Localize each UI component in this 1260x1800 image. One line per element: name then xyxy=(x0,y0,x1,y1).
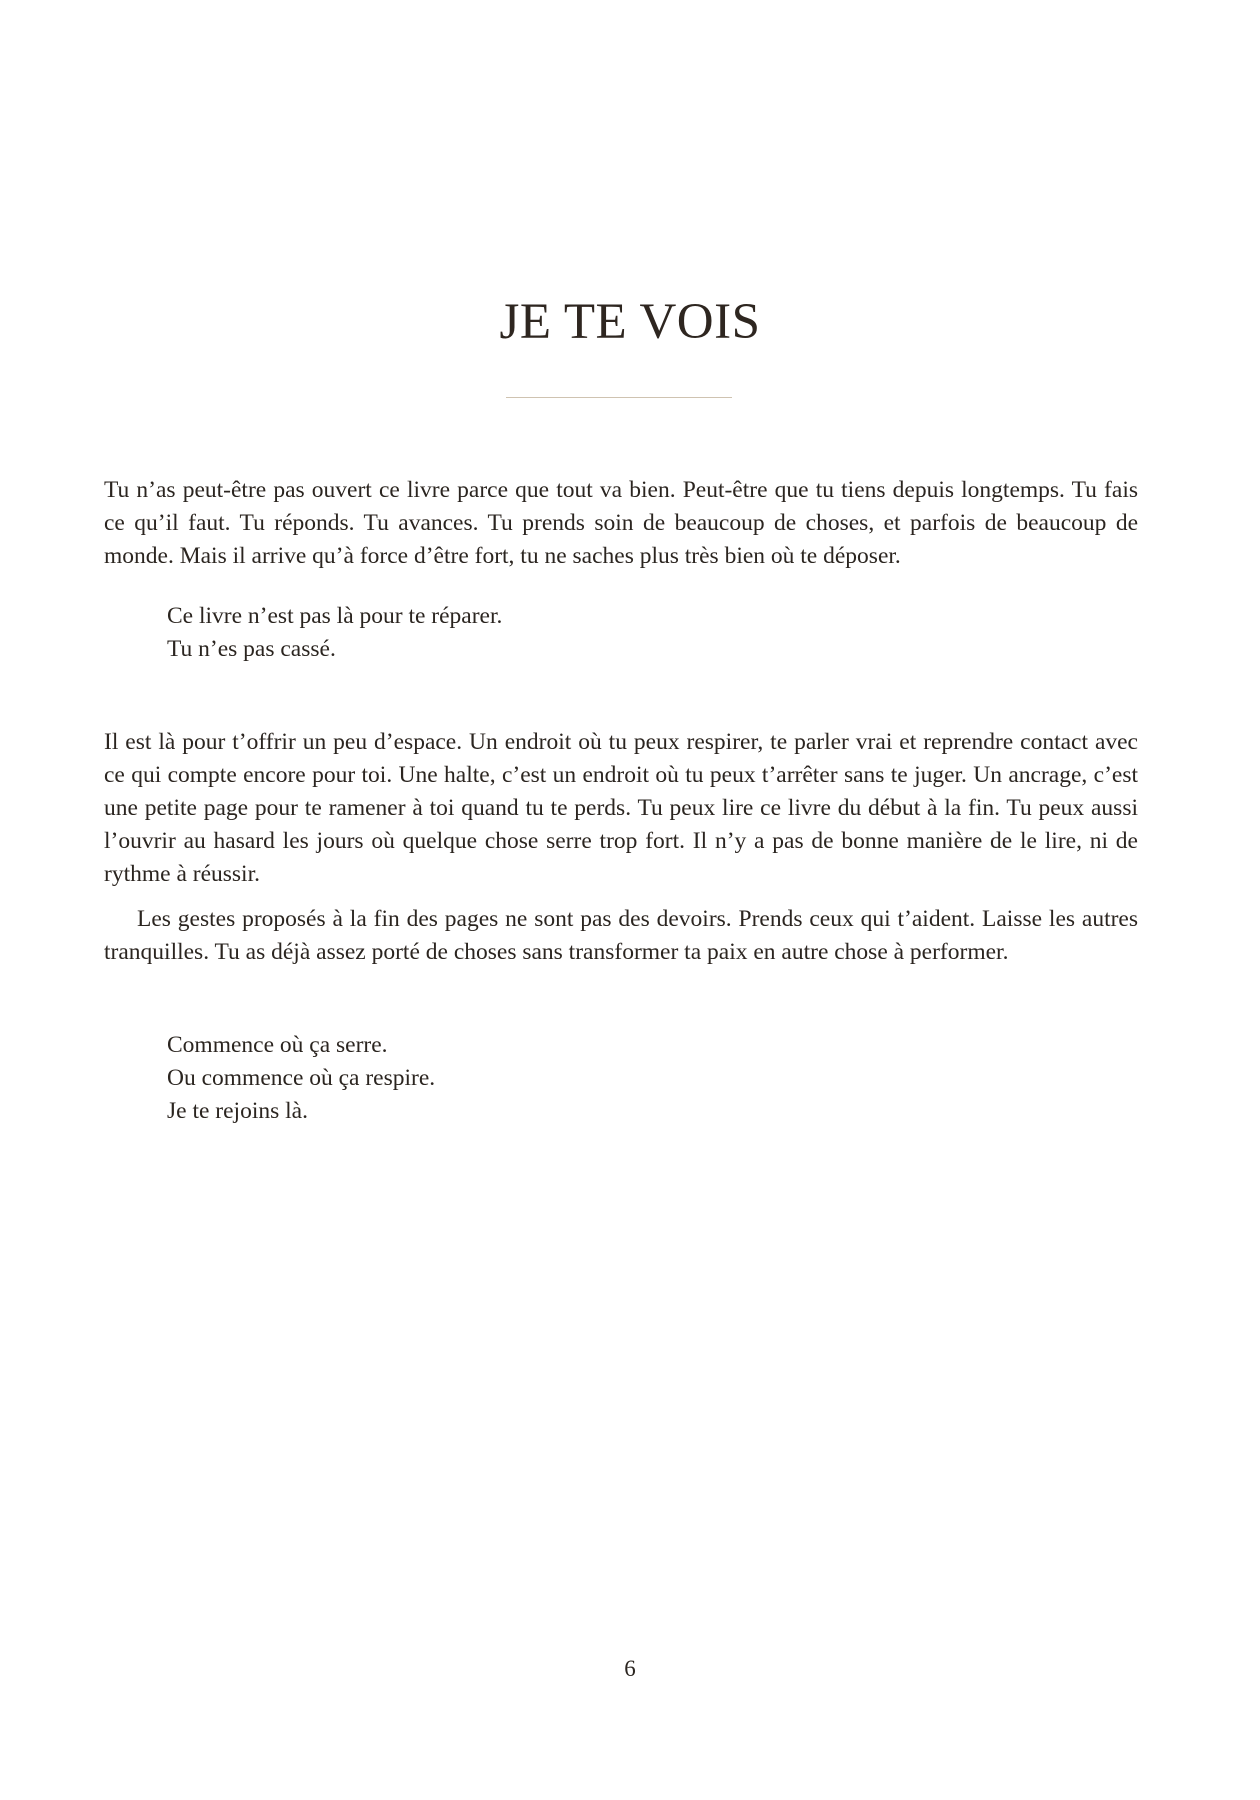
quote-1-line: Ce livre n’est pas là pour te réparer. xyxy=(167,603,503,629)
title-divider xyxy=(506,397,732,398)
quote-1 xyxy=(104,600,1138,666)
gestures-block xyxy=(104,903,1138,969)
quote-2-line: Ou commence où ça respire. xyxy=(167,1065,436,1091)
intro-block xyxy=(104,474,1138,573)
main-block xyxy=(104,726,1138,891)
paragraph-3: Les gestes proposés à la fin des pages ne sont pas des devoirs. Prends ceux qui t’aident. Laisse les autres tranquilles. Tu as déjà assez porté de choses sans transformer ta paix en autre chose à performer. xyxy=(104,906,1138,965)
quote-2-line: Je te rejoins là. xyxy=(167,1098,308,1124)
quote-2-line: Commence où ça serre. xyxy=(167,1032,388,1058)
quote-block-2 xyxy=(104,1029,1138,1128)
page-number: 6 xyxy=(624,1656,636,1681)
intro-paragraph: Tu n’as peut-être pas ouvert ce livre parce que tout va bien. Peut-être que tu tiens depuis longtemps. Tu fais ce qu’il faut. Tu réponds. Tu avances. Tu prends soin de beaucoup de choses, et parfois de beaucoup de monde. Mais il arrive qu’à force d’être fort, tu ne saches plus très bien où te déposer. xyxy=(104,477,1138,569)
quote-1-line: Tu n’es pas cassé. xyxy=(167,636,336,662)
quote-2 xyxy=(104,1029,1138,1128)
paragraph-2: Il est là pour t’offrir un peu d’espace. Un endroit où tu peux respirer, te parler vrai et reprendre contact avec ce qui compte encore pour toi. Une halte, c’est un endroit où tu peux t’arrêter sans te juger. Un ancrage, c’est une petite page pour te ramener à toi quand tu te perds. Tu peux lire ce livre du début à la fin. Tu peux aussi l’ouvrir au hasard les jours où quelque chose serre trop fort. Il n’y a pas de bonne manière de le lire, ni de rythme à réussir. xyxy=(104,729,1138,887)
chapter-title: JE TE VOIS xyxy=(499,294,761,350)
quote-block-1 xyxy=(104,600,1138,666)
